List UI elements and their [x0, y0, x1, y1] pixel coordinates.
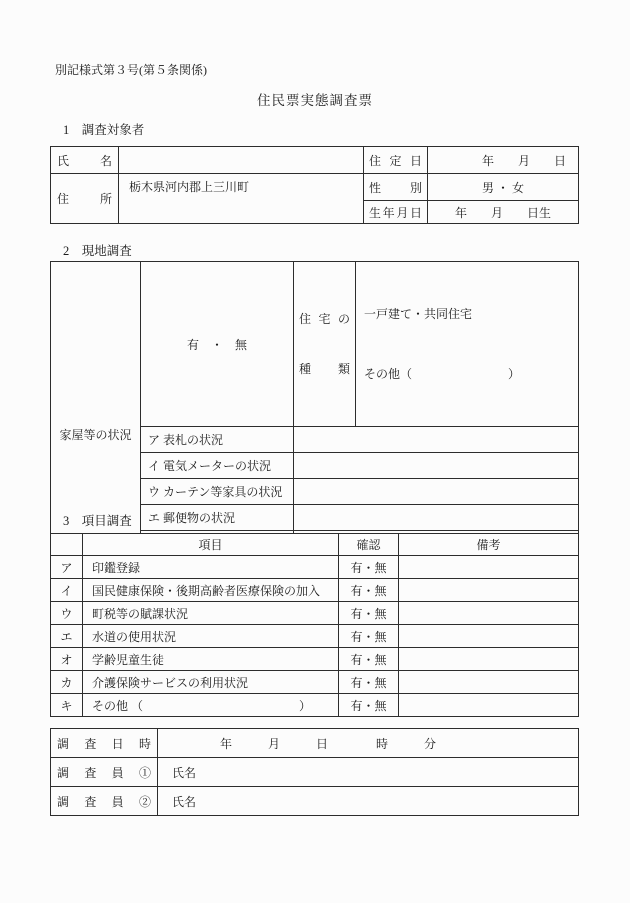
table-row — [51, 174, 579, 201]
mail-status-value-cell — [294, 505, 579, 531]
row-check: 有・無 — [339, 648, 399, 671]
row-check: 有・無 — [339, 556, 399, 579]
surveyor1-name-value: 氏名 — [158, 758, 579, 787]
subject-table — [50, 146, 579, 224]
residence-date-label: 住定日 — [364, 147, 428, 174]
row-note-cell — [399, 625, 579, 648]
address-label: 住所 — [51, 174, 119, 224]
row-item: その他 （ ） — [83, 694, 339, 717]
row-check: 有・無 — [339, 671, 399, 694]
section2-heading: 2 現地調査 — [63, 244, 132, 258]
table-row — [51, 147, 579, 174]
table-header-row — [51, 534, 579, 556]
table-row — [51, 579, 579, 602]
table-row — [51, 556, 579, 579]
check-header: 確認 — [339, 534, 399, 556]
table-row — [51, 648, 579, 671]
table-row — [51, 758, 579, 787]
row-kana: イ — [51, 579, 83, 602]
surveyor1-label: 調査員① — [51, 758, 158, 787]
sex-value: 男 ・ 女 — [428, 174, 579, 201]
surveyor2-name-value: 氏名 — [158, 787, 579, 816]
curtain-furniture-status-value-cell — [294, 479, 579, 505]
row-item: 水道の使用状況 — [83, 625, 339, 648]
housing-type-option-1: 一戸建て・共同住宅 — [364, 307, 473, 321]
electric-meter-status-label: イ 電気メーターの状況 — [141, 453, 294, 479]
nameplate-status-label: ア 表札の状況 — [141, 427, 294, 453]
sex-label: 性別 — [364, 174, 428, 201]
row-note-cell — [399, 648, 579, 671]
housing-type-label — [294, 262, 356, 427]
row-kana: カ — [51, 671, 83, 694]
row-kana: キ — [51, 694, 83, 717]
row-note-cell — [399, 694, 579, 717]
presence-value: 有 ・ 無 — [141, 262, 294, 427]
row-note-cell — [399, 671, 579, 694]
name-value-cell — [119, 147, 364, 174]
table-row — [51, 671, 579, 694]
mail-status-label: エ 郵便物の状況 — [141, 505, 294, 531]
row-check: 有・無 — [339, 694, 399, 717]
row-kana: ア — [51, 556, 83, 579]
row-item: 印鑑登録 — [83, 556, 339, 579]
page-title: 住民票実態調査票 — [257, 93, 373, 108]
row-kana: オ — [51, 648, 83, 671]
survey-datetime-label: 調査日時 — [51, 729, 158, 758]
kana-header-cell — [51, 534, 83, 556]
residence-date-value: 年 月 日 — [428, 147, 579, 174]
surveyor2-label: 調査員② — [51, 787, 158, 816]
form-number: 別記様式第３号(第５条関係) — [55, 63, 207, 77]
housing-type-option-other: その他（ ） — [364, 367, 521, 381]
nameplate-status-value-cell — [294, 427, 579, 453]
surveyor-table — [50, 728, 579, 816]
row-kana: エ — [51, 625, 83, 648]
curtain-furniture-status-label: ウ カーテン等家具の状況 — [141, 479, 294, 505]
row-item: 学齢児童生徒 — [83, 648, 339, 671]
house-status-group-label: 家屋等の状況 — [51, 262, 141, 607]
row-item: 町税等の賦課状況 — [83, 602, 339, 625]
row-check: 有・無 — [339, 602, 399, 625]
row-check: 有・無 — [339, 625, 399, 648]
birth-date-label: 生年月日 — [364, 201, 428, 224]
table-row — [51, 694, 579, 717]
row-check: 有・無 — [339, 579, 399, 602]
housing-type-value — [356, 262, 579, 427]
item-survey-table — [50, 533, 579, 717]
table-row — [51, 729, 579, 758]
housing-type-label-line1: 住宅の — [299, 312, 350, 326]
table-row — [51, 602, 579, 625]
row-note-cell — [399, 602, 579, 625]
item-header: 項目 — [83, 534, 339, 556]
row-item: 介護保険サービスの利用状況 — [83, 671, 339, 694]
row-note-cell — [399, 579, 579, 602]
table-row — [51, 625, 579, 648]
housing-type-label-line2: 種類 — [299, 362, 350, 376]
birth-date-value: 年 月 日生 — [428, 201, 579, 224]
survey-datetime-value: 年 月 日 時 分 — [158, 729, 579, 758]
name-label: 氏名 — [51, 147, 119, 174]
address-value-cell: 栃木県河内郡上三川町 — [119, 174, 364, 224]
row-note-cell — [399, 556, 579, 579]
section3-heading: 3 項目調査 — [63, 514, 132, 528]
section1-heading: 1 調査対象者 — [63, 123, 145, 137]
electric-meter-status-value-cell — [294, 453, 579, 479]
row-kana: ウ — [51, 602, 83, 625]
table-row — [51, 262, 579, 427]
row-item: 国民健康保険・後期高齢者医療保険の加入 — [83, 579, 339, 602]
note-header: 備考 — [399, 534, 579, 556]
table-row — [51, 787, 579, 816]
